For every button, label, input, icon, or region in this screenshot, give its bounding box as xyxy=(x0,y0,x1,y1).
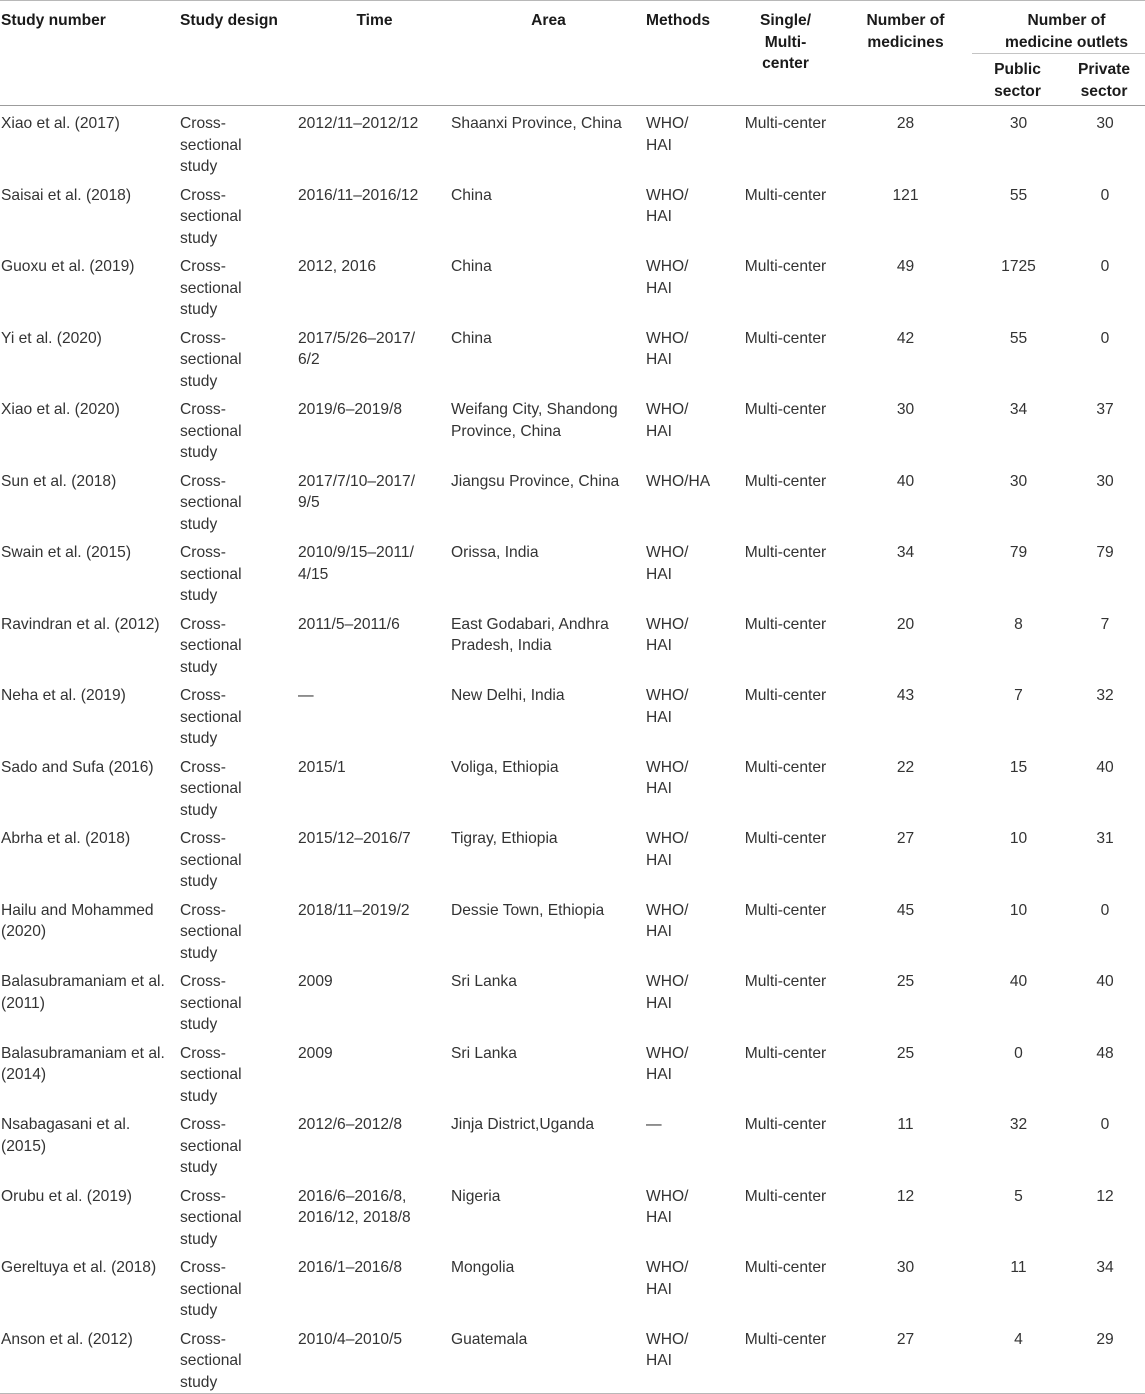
cell-study-design: Cross-sectional study xyxy=(180,258,242,318)
cell-methods: WHO/ HAI xyxy=(646,901,689,940)
cell-number-of-medicines: 34 xyxy=(896,544,915,561)
cell-time: 2016/11–2016/12 xyxy=(298,186,419,204)
cell-time: 2010/4–2010/5 xyxy=(298,1322,451,1394)
cell-methods: WHO/ HAI xyxy=(646,687,689,726)
cell-single-multi-center: Multi-center xyxy=(744,1259,827,1276)
cell-area: Sri Lanka xyxy=(451,973,517,990)
cell-number-of-medicines: 40 xyxy=(896,472,915,490)
cell-time: 2009 xyxy=(298,973,333,990)
cell-public-sector: 55 xyxy=(1009,186,1028,204)
cell-area: Jinja District,Uganda xyxy=(451,1116,595,1133)
cell-study: Balasubramaniam et al. (2011) xyxy=(1,973,165,1012)
cell-study: Ravindran et al. (2012) xyxy=(1,615,160,633)
cell-study: Hailu and Mohammed (2020) xyxy=(1,901,154,940)
cell-number-of-medicines: 25 xyxy=(896,1044,915,1062)
cell-single-multi-center: Multi-center xyxy=(744,1187,827,1205)
cell-methods: WHO/ HAI xyxy=(646,401,689,440)
cell-single-multi-center: Multi-center xyxy=(744,973,827,990)
cell-number-of-medicines: 27 xyxy=(839,1322,972,1394)
cell-study-design: Cross-sectional study xyxy=(180,615,242,676)
cell-study: Guoxu et al. (2019) xyxy=(1,258,135,275)
table-row xyxy=(0,392,1145,464)
cell-private-sector: 48 xyxy=(1096,1044,1114,1062)
header-public-sector: Public sector xyxy=(972,54,1065,106)
table-row xyxy=(0,1250,1145,1322)
cell-area: Tigray, Ethiopia xyxy=(451,830,558,847)
cell-study-design: Cross-sectional study xyxy=(180,1116,242,1176)
cell-study: Balasubramaniam et al. (2014) xyxy=(1,1044,165,1083)
cell-public-sector: 0 xyxy=(1014,1044,1023,1062)
cell-area: East Godabari, Andhra Pradesh, India xyxy=(451,615,609,654)
cell-public-sector: 10 xyxy=(1009,830,1028,847)
cell-time: — xyxy=(298,687,314,704)
cell-area: Shaanxi Province, China xyxy=(451,115,622,132)
header-single-multi-center: Single/ Multi- center xyxy=(732,1,839,106)
cell-methods: WHO/HA xyxy=(646,472,711,490)
cell-study-design: Cross-sectional study xyxy=(180,973,242,1033)
cell-single-multi-center: Multi-center xyxy=(744,186,827,204)
cell-single-multi-center: Multi-center xyxy=(744,1044,827,1062)
cell-single-multi-center: Multi-center xyxy=(744,901,827,919)
cell-methods: WHO/ HAI xyxy=(646,1322,732,1394)
cell-public-sector: 55 xyxy=(1009,329,1028,347)
table-row xyxy=(0,1036,1145,1108)
cell-study-design: Cross-sectional study xyxy=(180,1259,242,1319)
cell-number-of-medicines: 22 xyxy=(896,758,915,776)
table-row xyxy=(0,1179,1145,1251)
table-row xyxy=(0,678,1145,750)
cell-study: Abrha et al. (2018) xyxy=(1,830,131,847)
cell-private-sector: 40 xyxy=(1096,973,1114,990)
cell-public-sector: 5 xyxy=(1014,1187,1023,1205)
cell-study: Neha et al. (2019) xyxy=(1,687,126,704)
cell-time: 2017/5/26–2017/ 6/2 xyxy=(298,329,416,368)
cell-study-design: Cross-sectional study xyxy=(180,1322,298,1394)
cell-single-multi-center: Multi-center xyxy=(744,687,827,704)
cell-public-sector: 40 xyxy=(1009,973,1028,990)
cell-private-sector: 40 xyxy=(1096,758,1114,776)
table-row xyxy=(0,893,1145,965)
table-row xyxy=(0,535,1145,607)
cell-methods: — xyxy=(646,1116,662,1133)
cell-private-sector: 32 xyxy=(1096,687,1114,704)
cell-private-sector: 0 xyxy=(1100,1116,1110,1133)
cell-study: Saisai et al. (2018) xyxy=(1,186,132,204)
cell-study: Sun et al. (2018) xyxy=(1,472,117,490)
cell-time: 2016/6–2016/8, 2016/12, 2018/8 xyxy=(298,1187,411,1226)
cell-area: China xyxy=(451,258,492,275)
cell-study-design: Cross-sectional study xyxy=(180,472,242,533)
cell-number-of-medicines: 11 xyxy=(897,1116,914,1133)
cell-study: Anson et al. (2012) xyxy=(0,1322,180,1394)
cell-private-sector: 7 xyxy=(1100,615,1110,633)
header-study-number: Study number xyxy=(0,1,180,106)
cell-number-of-medicines: 25 xyxy=(896,973,915,990)
cell-number-of-medicines: 30 xyxy=(896,401,915,418)
cell-time: 2011/5–2011/6 xyxy=(298,615,400,633)
cell-methods: WHO/ HAI xyxy=(646,1259,689,1298)
cell-time: 2016/1–2016/8 xyxy=(298,1259,403,1276)
cell-single-multi-center: Multi-center xyxy=(744,758,827,776)
cell-time: 2010/9/15–2011/ 4/15 xyxy=(298,544,414,583)
cell-study-design: Cross-sectional study xyxy=(180,401,242,461)
cell-study-design: Cross-sectional study xyxy=(180,830,242,890)
cell-study: Sado and Sufa (2016) xyxy=(1,758,154,776)
cell-study-design: Cross-sectional study xyxy=(180,901,242,962)
cell-time: 2012/6–2012/8 xyxy=(298,1116,403,1133)
cell-area: Guatemala xyxy=(451,1322,646,1394)
cell-single-multi-center: Multi-center xyxy=(744,1116,827,1133)
cell-methods: WHO/ HAI xyxy=(646,186,689,225)
table-row xyxy=(0,821,1145,893)
cell-private-sector: 79 xyxy=(1096,544,1114,561)
cell-public-sector: 1725 xyxy=(1001,258,1036,275)
header-study-design: Study design xyxy=(180,1,298,106)
cell-private-sector: 34 xyxy=(1096,1259,1114,1276)
table-row xyxy=(0,464,1145,536)
cell-public-sector: 8 xyxy=(1014,615,1023,633)
cell-study: Orubu et al. (2019) xyxy=(1,1187,132,1205)
cell-area: China xyxy=(451,186,492,204)
header-private-sector: Private sector xyxy=(1065,54,1145,106)
table-body xyxy=(0,106,1145,1394)
cell-public-sector: 7 xyxy=(1014,687,1023,704)
cell-number-of-medicines: 28 xyxy=(896,115,915,132)
cell-number-of-medicines: 42 xyxy=(896,329,915,347)
cell-area: Mongolia xyxy=(451,1259,515,1276)
table-header xyxy=(0,1,1145,106)
cell-number-of-medicines: 49 xyxy=(896,258,915,275)
header-time: Time xyxy=(298,1,451,106)
cell-single-multi-center: Multi-center xyxy=(744,544,827,561)
table-row xyxy=(0,106,1145,178)
cell-study: Yi et al. (2020) xyxy=(1,329,102,347)
cell-time: 2015/12–2016/7 xyxy=(298,830,411,847)
cell-time: 2012/11–2012/12 xyxy=(298,115,419,132)
cell-time: 2012, 2016 xyxy=(298,258,377,275)
cell-time: 2015/1 xyxy=(298,758,346,776)
cell-private-sector: 31 xyxy=(1096,830,1114,847)
cell-private-sector: 0 xyxy=(1100,901,1110,919)
cell-single-multi-center: Multi-center xyxy=(744,329,827,347)
header-area: Area xyxy=(451,1,646,106)
cell-number-of-medicines: 43 xyxy=(896,687,915,704)
cell-public-sector: 4 xyxy=(972,1322,1065,1394)
cell-public-sector: 30 xyxy=(1009,115,1028,132)
cell-single-multi-center: Multi-center xyxy=(744,615,827,633)
cell-study-design: Cross-sectional study xyxy=(180,186,242,247)
cell-study: Xiao et al. (2017) xyxy=(1,115,120,132)
cell-single-multi-center: Multi-center xyxy=(744,258,827,275)
cell-private-sector: 30 xyxy=(1096,115,1114,132)
cell-public-sector: 11 xyxy=(1010,1259,1027,1276)
cell-study-design: Cross-sectional study xyxy=(180,1044,242,1105)
table-row xyxy=(0,1107,1145,1179)
cell-public-sector: 79 xyxy=(1009,544,1028,561)
cell-number-of-medicines: 12 xyxy=(896,1187,915,1205)
cell-area: Sri Lanka xyxy=(451,1044,517,1062)
cell-time: 2019/6–2019/8 xyxy=(298,401,403,418)
cell-methods: WHO/ HAI xyxy=(646,329,689,368)
cell-public-sector: 32 xyxy=(1009,1116,1028,1133)
cell-single-multi-center: Multi-center xyxy=(744,115,827,132)
cell-area: Voliga, Ethiopia xyxy=(451,758,559,776)
cell-public-sector: 15 xyxy=(1009,758,1028,776)
cell-number-of-medicines: 45 xyxy=(896,901,915,919)
cell-area: Nigeria xyxy=(451,1187,501,1205)
cell-number-of-medicines: 30 xyxy=(896,1259,915,1276)
header-number-of-medicine-outlets: Number of medicine outlets xyxy=(972,1,1145,54)
cell-study-design: Cross-sectional study xyxy=(180,329,242,390)
cell-study: Swain et al. (2015) xyxy=(1,544,132,561)
cell-single-multi-center: Multi-center xyxy=(744,401,827,418)
cell-study-design: Cross-sectional study xyxy=(180,115,242,175)
cell-methods: WHO/ HAI xyxy=(646,115,689,154)
cell-methods: WHO/ HAI xyxy=(646,544,689,583)
table-row xyxy=(0,321,1145,393)
cell-methods: WHO/ HAI xyxy=(646,758,689,797)
cell-private-sector: 0 xyxy=(1100,186,1110,204)
cell-private-sector: 29 xyxy=(1065,1322,1145,1394)
cell-public-sector: 34 xyxy=(1009,401,1028,418)
cell-area: China xyxy=(451,329,492,347)
header-methods: Methods xyxy=(646,1,732,106)
table-row xyxy=(0,750,1145,822)
table-row xyxy=(0,249,1145,321)
cell-methods: WHO/ HAI xyxy=(646,973,689,1012)
table-row xyxy=(0,178,1145,250)
table-row xyxy=(0,1322,1145,1394)
cell-time: 2017/7/10–2017/ 9/5 xyxy=(298,472,416,511)
cell-study-design: Cross-sectional study xyxy=(180,1187,242,1248)
cell-area: Weifang City, Shandong Province, China xyxy=(451,401,618,440)
cell-public-sector: 10 xyxy=(1009,901,1028,919)
table-row xyxy=(0,607,1145,679)
cell-methods: WHO/ HAI xyxy=(646,830,689,869)
cell-area: Jiangsu Province, China xyxy=(451,472,620,490)
cell-private-sector: 12 xyxy=(1096,1187,1114,1205)
cell-number-of-medicines: 27 xyxy=(896,830,915,847)
cell-methods: WHO/ HAI xyxy=(646,615,689,654)
cell-area: Dessie Town, Ethiopia xyxy=(451,901,605,919)
cell-time: 2009 xyxy=(298,1044,333,1062)
cell-area: New Delhi, India xyxy=(451,687,565,704)
cell-private-sector: 0 xyxy=(1100,258,1110,275)
cell-study-design: Cross-sectional study xyxy=(180,758,242,819)
cell-time: 2018/11–2019/2 xyxy=(298,901,410,919)
cell-study: Nsabagasani et al. (2015) xyxy=(1,1116,131,1155)
header-number-of-medicines: Number of medicines xyxy=(839,1,972,106)
cell-single-multi-center: Multi-center xyxy=(744,472,827,490)
cell-number-of-medicines: 121 xyxy=(892,186,919,204)
cell-private-sector: 37 xyxy=(1096,401,1114,418)
cell-single-multi-center: Multi-center xyxy=(744,830,827,847)
cell-study-design: Cross-sectional study xyxy=(180,544,242,604)
cell-methods: WHO/ HAI xyxy=(646,258,689,297)
cell-public-sector: 30 xyxy=(1009,472,1028,490)
cell-single-multi-center: Multi-center xyxy=(732,1322,839,1394)
cell-private-sector: 30 xyxy=(1096,472,1114,490)
cell-private-sector: 0 xyxy=(1100,329,1110,347)
cell-area: Orissa, India xyxy=(451,544,539,561)
cell-methods: WHO/ HAI xyxy=(646,1187,689,1226)
cell-study: Gereltuya et al. (2018) xyxy=(1,1259,157,1276)
table-row xyxy=(0,964,1145,1036)
cell-study: Xiao et al. (2020) xyxy=(1,401,120,418)
cell-methods: WHO/ HAI xyxy=(646,1044,689,1083)
cell-number-of-medicines: 20 xyxy=(896,615,915,633)
cell-study-design: Cross-sectional study xyxy=(180,687,242,747)
